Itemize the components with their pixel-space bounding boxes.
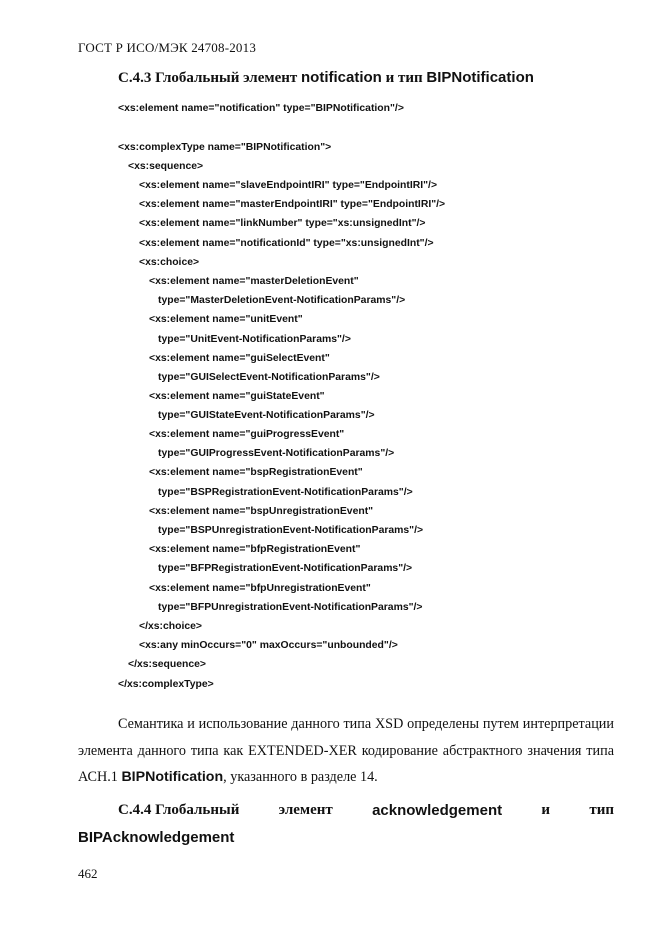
section-heading-text: Глобальный	[155, 802, 240, 818]
section-heading-text: элемент	[278, 802, 333, 818]
code-line: type="GUISelectEvent-NotificationParams"/>	[158, 372, 380, 383]
section-heading-text: и	[541, 802, 551, 818]
paragraph-text: , указанного в разделе 14.	[223, 769, 378, 785]
code-line: <xs:element name="guiStateEvent"	[149, 391, 325, 402]
section-heading-c44	[78, 797, 614, 851]
code-line: <xs:choice>	[139, 257, 200, 268]
code-line: <xs:element name="bfpRegistrationEvent"	[149, 544, 361, 555]
code-line: type="BFPRegistrationEvent-NotificationParams"/>	[158, 563, 413, 574]
section-heading-c43	[118, 69, 534, 87]
section-number-and-text	[118, 797, 239, 824]
code-line: <xs:element name="bspRegistrationEvent"	[149, 467, 363, 478]
page-number: 462	[78, 866, 98, 881]
code-line: type="GUIStateEvent-NotificationParams"/>	[158, 410, 375, 421]
paragraph-text: Семантика и использование данного типа XSD определены путем интерпретации элемента данного типа как EXTENDED-XER кодирование абстрактного значения типа АСН.1	[78, 716, 614, 785]
code-line: <xs:element name="unitEvent"	[149, 314, 303, 325]
code-line: <xs:element name="bspUnregistrationEvent"	[149, 506, 374, 517]
code-line: <xs:element name="slaveEndpointIRI" type="EndpointIRI"/>	[139, 180, 438, 191]
code-line: type="GUIProgressEvent-NotificationParams"/>	[158, 448, 395, 459]
code-line: type="BSPRegistrationEvent-NotificationParams"/>	[158, 487, 413, 498]
heading-line	[78, 797, 614, 824]
code-line: type="UnitEvent-NotificationParams"/>	[158, 334, 351, 345]
type-name: BIPAcknowledgement	[78, 829, 235, 846]
code-line: <xs:element name="bfpUnregistrationEvent"	[149, 583, 371, 594]
code-line: type="BSPUnregistrationEvent-NotificationParams"/>	[158, 525, 424, 536]
section-heading-text: тип	[589, 802, 614, 818]
code-line: type="BFPUnregistrationEvent-NotificationParams"/>	[158, 602, 423, 613]
element-name: notification	[301, 69, 382, 86]
code-line: type="MasterDeletionEvent-NotificationParams"/>	[158, 295, 406, 306]
code-line: <xs:element name="guiSelectEvent"	[149, 353, 330, 364]
code-line: <xs:any minOccurs="0" maxOccurs="unbounded"/>	[139, 640, 398, 651]
section-number: С.4.4	[118, 802, 152, 818]
code-line: </xs:sequence>	[128, 659, 206, 670]
code-line: <xs:element name="notificationId" type="xs:unsignedInt"/>	[139, 238, 434, 249]
element-name: acknowledgement	[372, 802, 503, 819]
code-line: <xs:sequence>	[128, 161, 204, 172]
section-heading-text: и тип	[385, 70, 423, 86]
code-line: <xs:element name="masterDeletionEvent"	[149, 276, 359, 287]
code-line: <xs:element name="masterEndpointIRI" type="EndpointIRI"/>	[139, 199, 446, 210]
code-line: <xs:element name="notification" type="BIPNotification"/>	[118, 103, 404, 114]
code-line: <xs:element name="guiProgressEvent"	[149, 429, 345, 440]
code-line: <xs:complexType name="BIPNotification">	[118, 142, 332, 153]
section-heading-text: Глобальный элемент	[155, 70, 298, 86]
code-line: </xs:complexType>	[118, 679, 214, 690]
code-line: </xs:choice>	[139, 621, 202, 632]
body-paragraph	[78, 711, 614, 791]
code-line: <xs:element name="linkNumber" type="xs:unsignedInt"/>	[139, 218, 426, 229]
type-name: BIPNotification	[121, 769, 224, 785]
type-name: BIPNotification	[426, 69, 534, 86]
section-number: С.4.3	[118, 70, 152, 86]
document-header: ГОСТ Р ИСО/МЭК 24708-2013	[78, 40, 257, 55]
